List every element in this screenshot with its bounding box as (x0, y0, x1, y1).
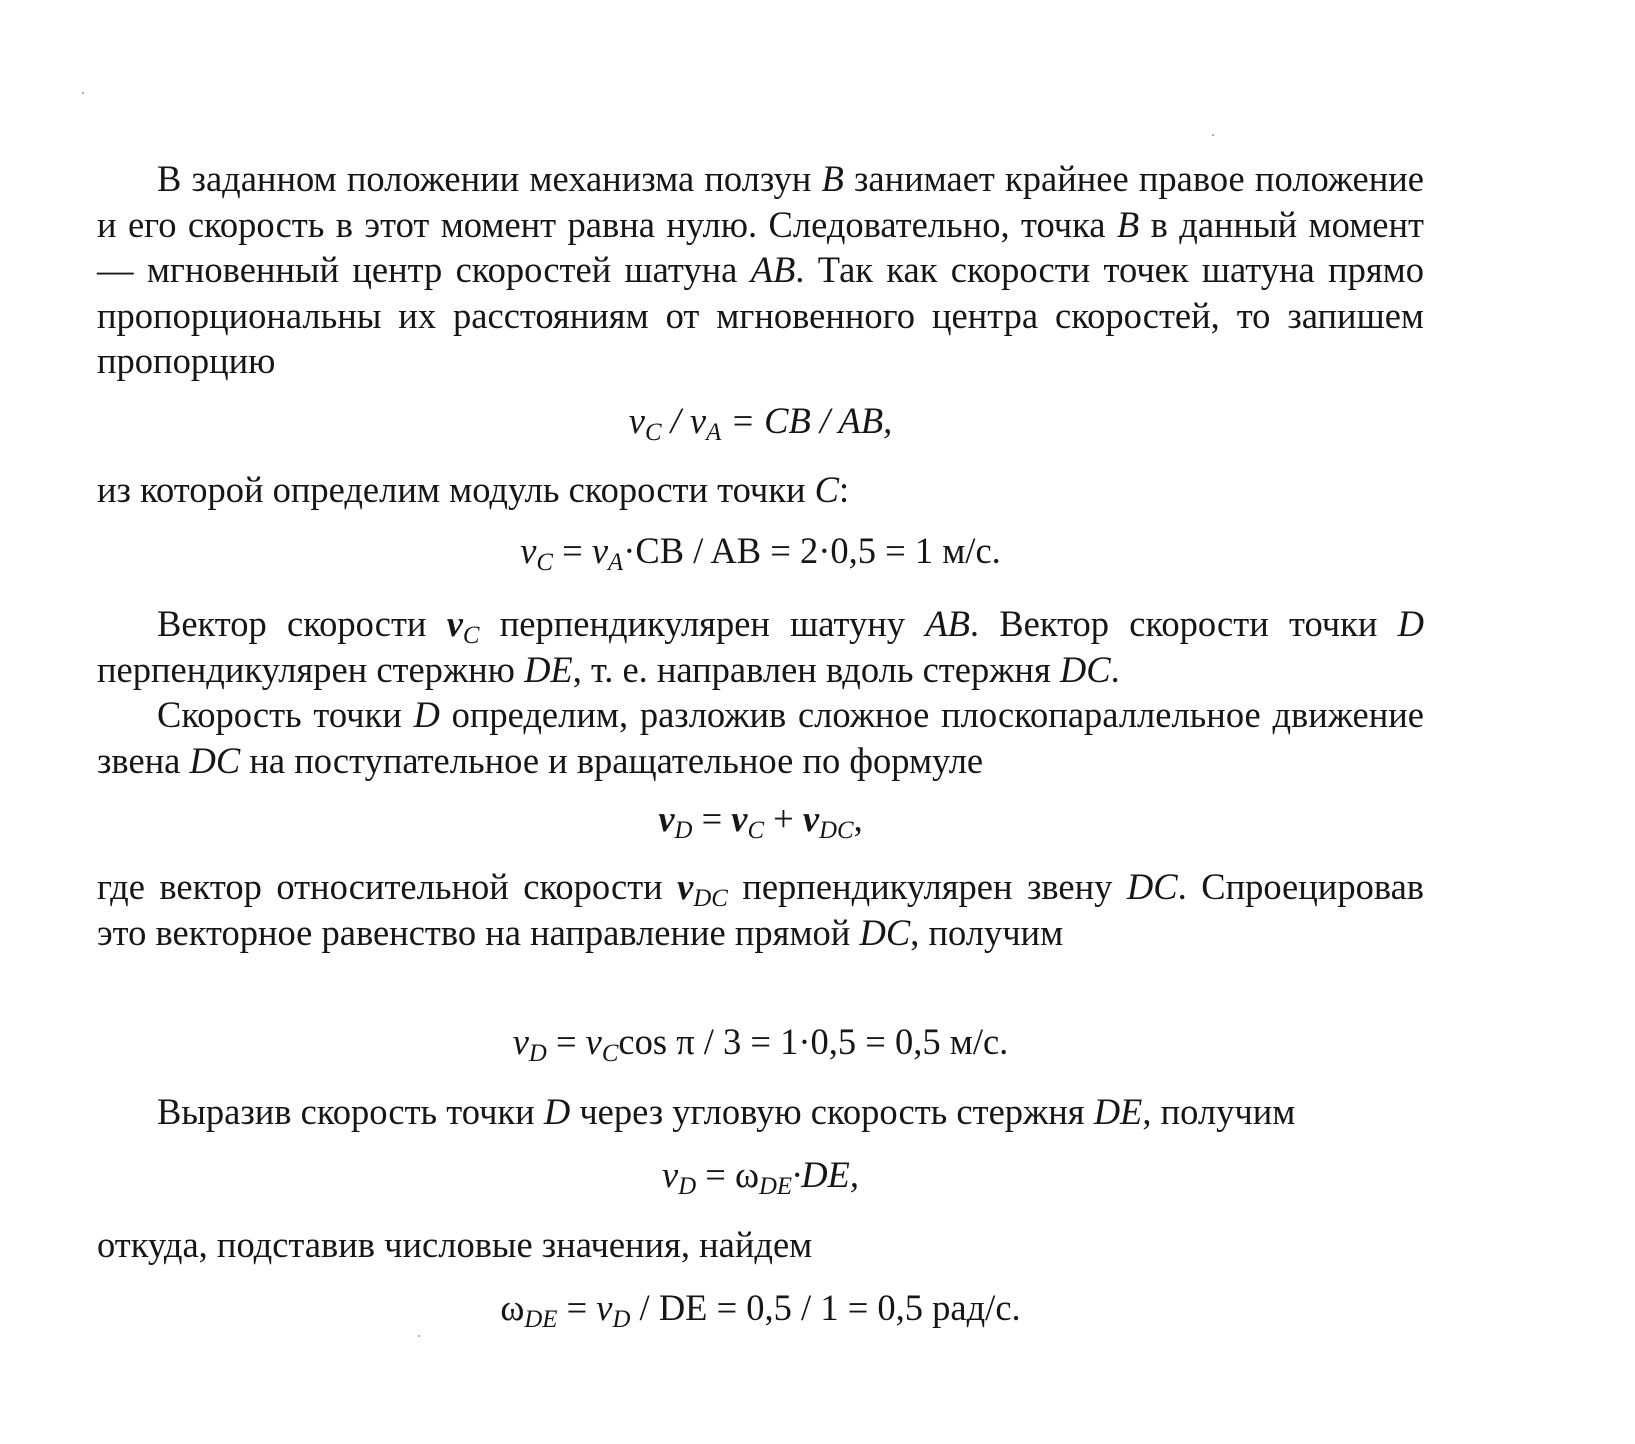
paragraph-7-block (97, 1222, 1424, 1268)
paragraph-modulus: из которой определим модуль скорости точки C: (97, 469, 850, 510)
scan-speck (1212, 134, 1214, 136)
formula-vd: $v_D = v_C\cos$ π / 3 = 1·0,5 = 0,5 м/с. (512, 1021, 1009, 1067)
formula-vd-omega: $v_D = \omega_{DE}\cdot DE$, (662, 1154, 859, 1200)
formula-vc: $v_C = v_A\cdot CB$ / AB = 2·0,5 = 1 м/с. (520, 530, 1001, 576)
paragraph-substitute: откуда, подставив числовые значения, найдем (97, 1224, 813, 1265)
paragraph-5-block (97, 864, 1424, 955)
formula-proportion: $v_C / v_A$ = CB / AB, (628, 400, 893, 446)
paragraph-angular: Выразив скорость точки D через угловую скорость стержня DE, получим (157, 1091, 1296, 1132)
paragraph-3-block (97, 601, 1424, 783)
paragraph-intro: В заданном положении механизма ползун B занимает крайнее правое положение и его скорость в этот момент равна нулю. Следовательно, точка B в данный момент — мгновенный центр скоростей шатуна AB. Так как скорости точек шатуна прямо пропорциональны их расстояниям от мгновенного центра скоростей, то запишем пропорцию (97, 158, 1424, 381)
paragraph-2-block (97, 467, 1424, 513)
paragraph-6-block (97, 1089, 1424, 1135)
scan-speck (82, 92, 84, 94)
formula-vector-sum: $v_D = v_C + v_{DC}$, (658, 798, 863, 844)
paragraph-vector-vc: Вектор скорости $v_C$ перпендикулярен шатуну AB. Вектор скорости точки D перпендикулярен стержню DE, т. е. направлен вдоль стержня DC. (97, 603, 1424, 690)
paragraph-projection: где вектор относительной скорости $v_{DC}$ перпендикулярен звену DC. Спроецировав это векторное равенство на направление прямой DC, получим (97, 866, 1425, 953)
formula-omega: $\omega_{DE} = v_D$ / DE = 0,5 / 1 = 0,5 рад/с. (500, 1287, 1021, 1333)
paragraph-decompose: Скорость точки D определим, разложив сложное плоскопараллельное движение звена DC на поступательное и вращательное по формуле (97, 694, 1424, 781)
scan-speck (418, 1335, 420, 1337)
paragraph-1-block (97, 156, 1424, 384)
